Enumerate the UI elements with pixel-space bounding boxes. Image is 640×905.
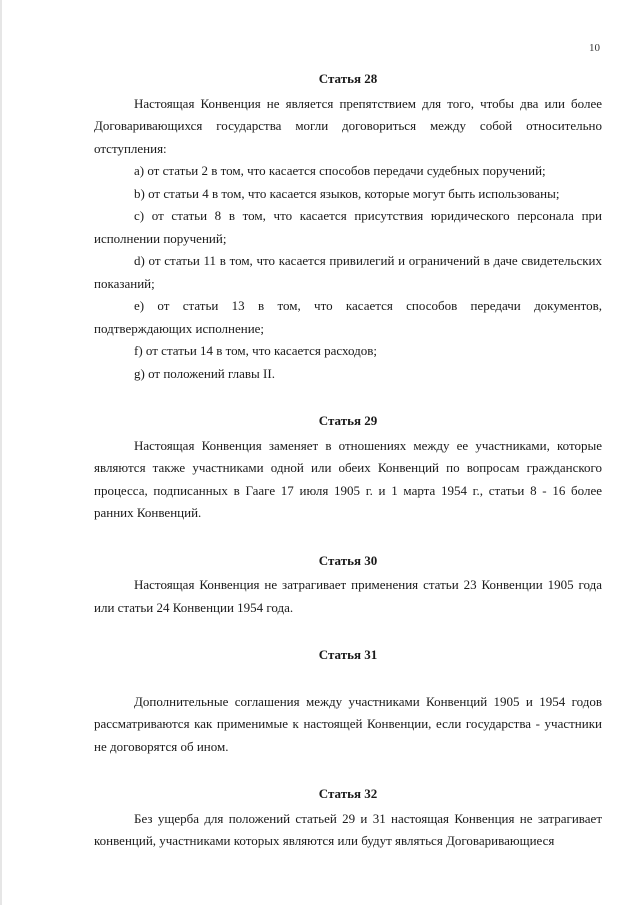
article-28-item-c: c) от статьи 8 в том, что касается присутствия юридического персонала при исполнении поручений; bbox=[94, 208, 602, 246]
section-gap bbox=[94, 758, 602, 783]
article-31-heading: Статья 31 bbox=[318, 647, 378, 662]
article-28-item-a: a) от статьи 2 в том, что касается способов передачи судебных поручений; bbox=[134, 163, 546, 178]
article-28-intro: Настоящая Конвенция не является препятствием для того, чтобы два или более Договаривающихся государства могли договориться между собой относительно отступления: bbox=[94, 95, 602, 156]
article-32-heading: Статья 32 bbox=[318, 786, 378, 801]
article-29-text: Настоящая Конвенция заменяет в отношениях между ее участниками, которые являются также участниками одной или обеих Конвенций по вопросам гражданского процесса, подписанных в Гааге 17 июля 1905 г. и 1 марта 1954 г., статьи 8 - 16 более ранних Конвенций. bbox=[94, 437, 602, 520]
article-28-item-e: e) от статьи 13 в том, что касается способов передачи документов, подтверждающих исполнение; bbox=[94, 298, 602, 336]
article-32 bbox=[94, 783, 602, 853]
article-30 bbox=[94, 550, 602, 620]
article-32-text: Без ущерба для положений статьей 29 и 31 настоящая Конвенция не затрагивает конвенций, участниками которых являются или будут являться Договаривающиеся bbox=[94, 810, 602, 848]
section-gap bbox=[94, 619, 602, 644]
article-28-item-g: g) от положений главы II. bbox=[134, 365, 275, 381]
article-28-item-b: b) от статьи 4 в том, что касается языков, которые могут быть использованы; bbox=[134, 185, 560, 201]
article-31-text: Дополнительные соглашения между участниками Конвенций 1905 и 1954 годов рассматриваются как применимые к настоящей Конвенции, если государства - участники не договорятся об ином. bbox=[94, 693, 602, 754]
article-30-text: Настоящая Конвенция не затрагивает применения статьи 23 Конвенции 1905 года или статьи 24 Конвенции 1954 года. bbox=[94, 577, 602, 615]
article-31 bbox=[94, 644, 602, 758]
heading-gap bbox=[94, 669, 602, 691]
article-29 bbox=[94, 410, 602, 525]
page-number: 10 bbox=[589, 42, 600, 54]
section-gap bbox=[94, 525, 602, 550]
article-28 bbox=[94, 68, 602, 385]
document-content bbox=[94, 68, 602, 853]
section-gap bbox=[94, 385, 602, 410]
article-28-heading: Статья 28 bbox=[318, 71, 378, 86]
article-28-item-d: d) от статьи 11 в том, что касается привилегий и ограничений в даче свидетельских показаний; bbox=[94, 253, 602, 291]
article-30-heading: Статья 30 bbox=[318, 552, 378, 568]
article-28-item-f: f) от статьи 14 в том, что касается расходов; bbox=[134, 343, 378, 358]
article-29-heading: Статья 29 bbox=[318, 413, 378, 428]
